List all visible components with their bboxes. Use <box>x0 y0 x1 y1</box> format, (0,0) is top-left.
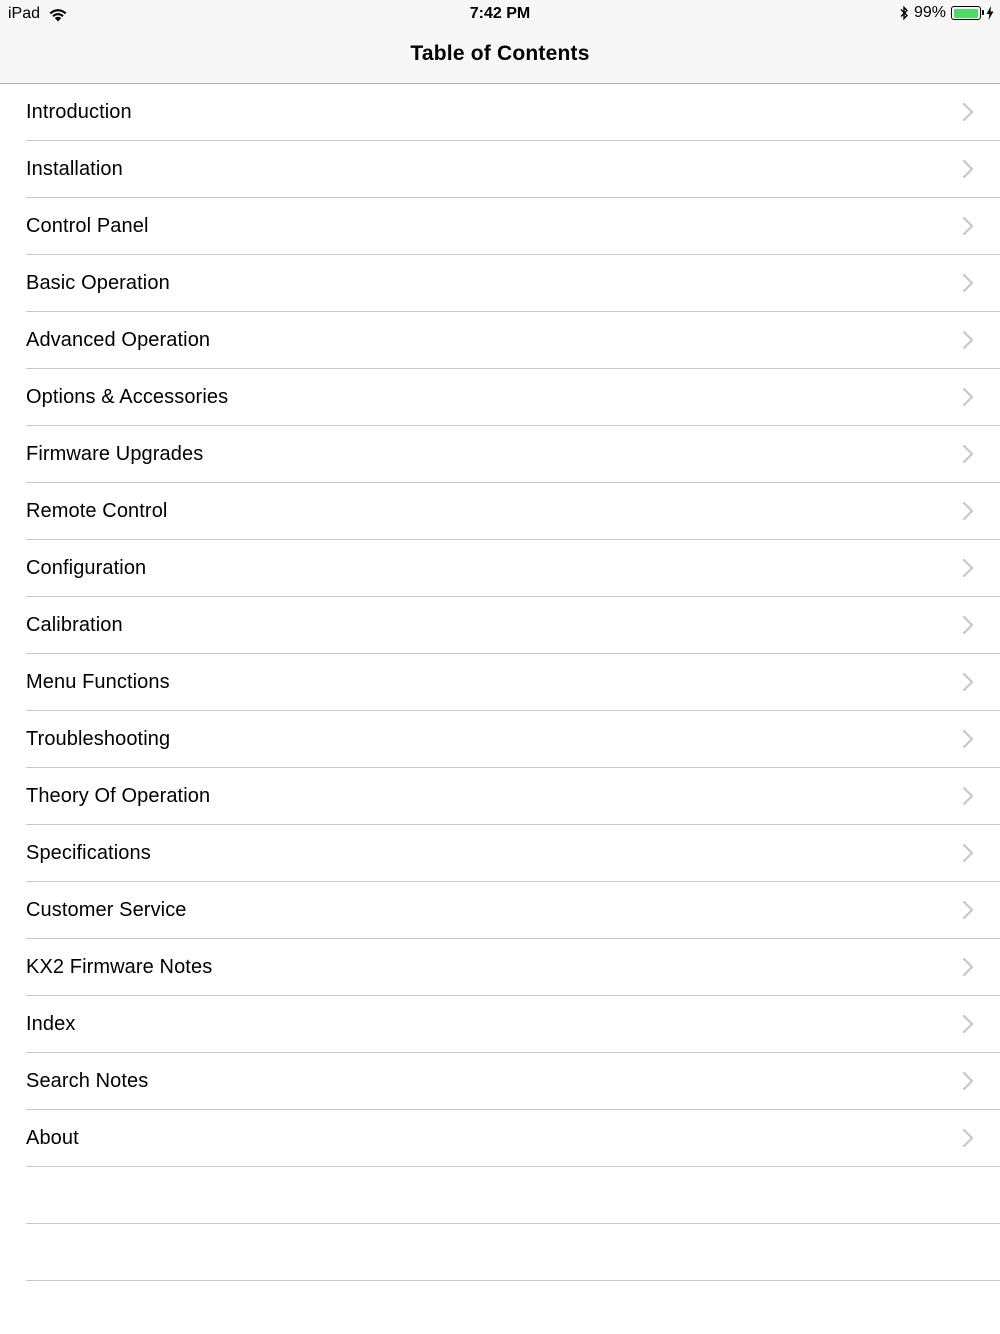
list-item[interactable] <box>26 426 1000 483</box>
list-item-label: Installation <box>26 157 123 180</box>
list-item-label: Menu Functions <box>26 670 170 693</box>
battery-percent: 99% <box>913 4 946 21</box>
charging-bolt-icon <box>986 6 994 20</box>
navigation-bar <box>0 0 1000 84</box>
list-item-label: Index <box>26 1012 76 1035</box>
list-item-label: Calibration <box>26 613 123 636</box>
chevron-right-icon <box>962 501 974 521</box>
chevron-right-icon <box>962 900 974 920</box>
list-item[interactable] <box>26 825 1000 882</box>
list-item[interactable] <box>26 141 1000 198</box>
list-item[interactable] <box>26 1053 1000 1110</box>
chevron-right-icon <box>962 786 974 806</box>
list-item[interactable] <box>26 540 1000 597</box>
list-item-label: Introduction <box>26 100 132 123</box>
list-item-label: Configuration <box>26 556 147 579</box>
list-item[interactable] <box>26 84 1000 141</box>
list-item[interactable] <box>26 198 1000 255</box>
list-item[interactable] <box>26 768 1000 825</box>
list-item[interactable] <box>26 312 1000 369</box>
list-item-label: Customer Service <box>26 898 187 921</box>
list-item-label: About <box>26 1126 79 1149</box>
list-item-label: Firmware Upgrades <box>26 442 204 465</box>
chevron-right-icon <box>962 387 974 407</box>
list-item[interactable] <box>26 1110 1000 1167</box>
chevron-right-icon <box>962 273 974 293</box>
chevron-right-icon <box>962 558 974 578</box>
list-item[interactable] <box>26 882 1000 939</box>
list-item[interactable] <box>26 996 1000 1053</box>
list-item[interactable] <box>26 483 1000 540</box>
list-item[interactable] <box>26 654 1000 711</box>
list-item-label: Troubleshooting <box>26 727 171 750</box>
list-item-label: Options & Accessories <box>26 385 229 408</box>
list-item-label: Advanced Operation <box>26 328 211 351</box>
list-item-label: Control Panel <box>26 214 149 237</box>
list-item[interactable] <box>26 939 1000 996</box>
chevron-right-icon <box>962 444 974 464</box>
list-item[interactable] <box>26 369 1000 426</box>
list-item-label: KX2 Firmware Notes <box>26 955 213 978</box>
chevron-right-icon <box>962 1014 974 1034</box>
bluetooth-icon <box>899 5 909 21</box>
chevron-right-icon <box>962 615 974 635</box>
chevron-right-icon <box>962 216 974 236</box>
empty-row <box>26 1224 1000 1281</box>
list-item[interactable] <box>26 597 1000 654</box>
chevron-right-icon <box>962 159 974 179</box>
chevron-right-icon <box>962 957 974 977</box>
status-right <box>899 4 994 22</box>
list-item-label: Remote Control <box>26 499 168 522</box>
list-item-label: Basic Operation <box>26 271 170 294</box>
status-time: 7:42 PM <box>469 5 531 22</box>
list-item-label: Theory Of Operation <box>26 784 211 807</box>
battery-fill <box>954 9 979 18</box>
chevron-right-icon <box>962 729 974 749</box>
status-bar <box>0 0 1000 28</box>
chevron-right-icon <box>962 1128 974 1148</box>
list-item[interactable] <box>26 711 1000 768</box>
chevron-right-icon <box>962 102 974 122</box>
list-item-label: Search Notes <box>26 1069 149 1092</box>
empty-row <box>26 1167 1000 1224</box>
table-of-contents-list <box>0 84 1000 1281</box>
page-title: Table of Contents <box>410 42 590 65</box>
battery-icon <box>951 6 981 20</box>
chevron-right-icon <box>962 843 974 863</box>
chevron-right-icon <box>962 1071 974 1091</box>
list-item[interactable] <box>26 255 1000 312</box>
list-item-label: Specifications <box>26 841 151 864</box>
chevron-right-icon <box>962 330 974 350</box>
chevron-right-icon <box>962 672 974 692</box>
device-name: iPad <box>8 5 41 22</box>
